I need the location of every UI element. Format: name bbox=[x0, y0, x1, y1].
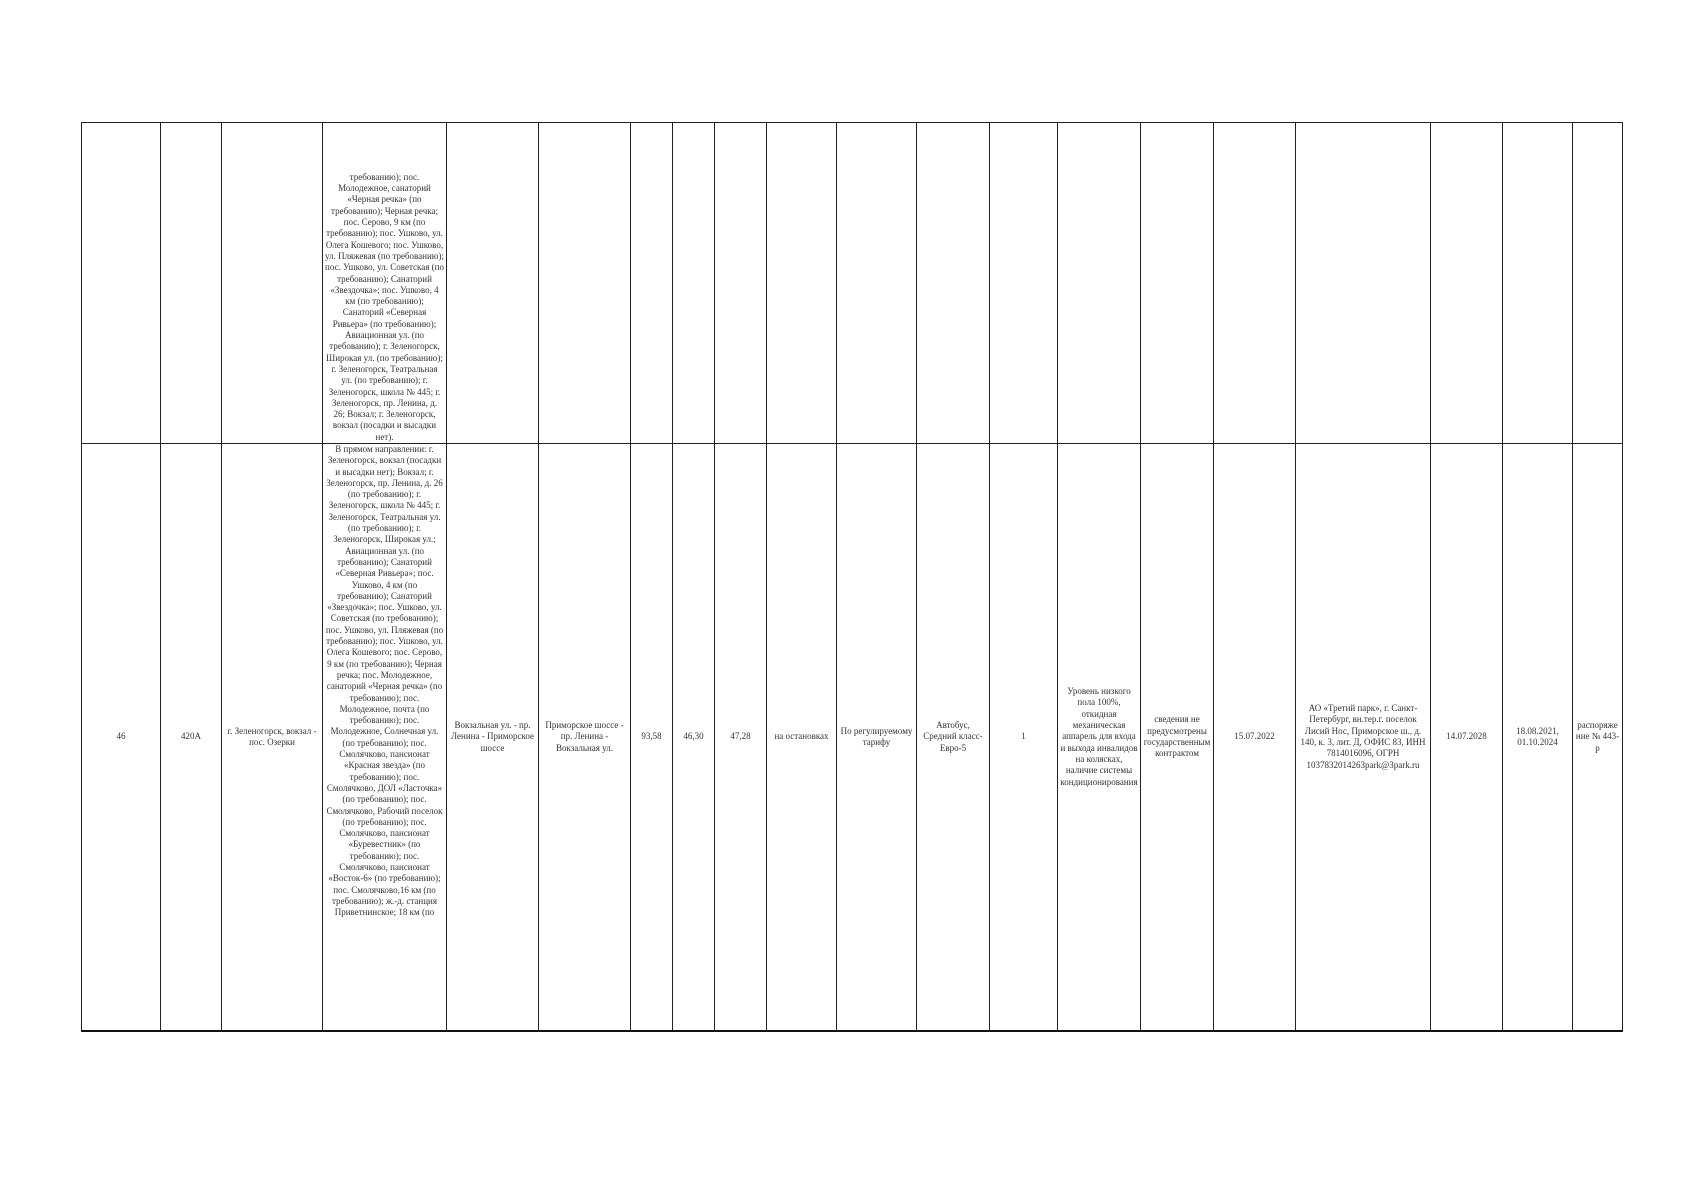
cell-contract: сведения не предусмотрены государственным контрактом bbox=[1141, 444, 1214, 1032]
cell-length-forward bbox=[631, 123, 673, 444]
cell-length-back: 46,30 bbox=[673, 444, 715, 1032]
cell-length-total bbox=[715, 123, 767, 444]
cell-vehicle-count bbox=[990, 123, 1058, 444]
cell-streets-back bbox=[539, 123, 631, 444]
stops-text: требованию); пос. Молодежное, санаторий «Черная речка» (по требованию); Черная речка; пос. Серово, 9 км (по требованию); пос. Ушково, ул. Олега Кошевого; пос. Ушково, ул. Пляжевая (по требованию); пос. Ушково, ул. Советская (по требованию); Санаторий «Звездочка»; пос. Ушково, 4 км (по требованию); Санаторий «Северная Ривьера» (по требованию); Авиационная ул. (по требованию); г. Зеленогорск, Широкая ул. (по требованию); г. Зеленогорск, Театральная ул. (по требованию); г. Зеленогорск, школа № 445; г. Зеленогорск, пр. Ленина, д. 26; Вокзал; г. Зеленогорск, вокзал (посадки и высадки нет). bbox=[325, 171, 444, 442]
stops-text: В прямом направлении: г. Зеленогорск, вокзал (посадки и высадки нет); Вокзал; г. Зеленогорск, пр. Ленина, д. 26 (по требованию); г. Зеленогорск, школа № 445; г. Зеленогорск, Театральная ул. (по требованию); г. Зеленогорск, Широкая ул.; Авиационная ул. (по требованию); Санаторий «Северная Ривьера»; пос. Ушково, 4 км (по требованию); Санаторий «Звездочка»; пос. Ушково, ул. Советская (по требованию); пос. Ушково, ул. Пляжевая (по требованию); пос. Ушково, ул. Олега Кошевого; пос. Серово, 9 км (по требованию); Черная речка; пос. Молодежное, санаторий «Черная речка» (по требованию); пос. Молодежное, почта (по требованию); пос. Молодежное, Солнечная ул. (по требованию); пос. Смолячково, пансионат «Красная звезда» (по требованию); пос. Смолячково, ДОЛ «Ласточка» (по требованию); пос. Смолячково, Рабочий поселок (по требованию); пос. Смолячково, пансионат «Буревестник» (по требованию); пос. Смолячково, пансионат «Восток-6» (по требованию); пос. Смолячково,16 км (по требованию); ж.-д. станция Приветнинское; 18 км (по bbox=[325, 444, 444, 918]
cell-basis bbox=[1573, 123, 1623, 444]
cell-stop-order: на остановках bbox=[767, 444, 837, 1032]
cell-route-number: 420А bbox=[161, 444, 222, 1032]
cell-route-name bbox=[222, 123, 323, 444]
cell-length-back bbox=[673, 123, 715, 444]
table-row bbox=[82, 444, 1623, 1032]
cell-vehicle-count: 1 bbox=[990, 444, 1058, 1032]
cell-start-date bbox=[1214, 123, 1296, 444]
cell-route-number bbox=[161, 123, 222, 444]
cell-num: 46 bbox=[82, 444, 161, 1032]
cell-end-date: 14.07.2028 bbox=[1431, 444, 1503, 1032]
cell-vehicle: Автобус, Средний класс-Евро-5 bbox=[917, 444, 990, 1032]
cell-tariff: По регулируемому тарифу bbox=[837, 444, 917, 1032]
cell-characteristics bbox=[1058, 123, 1141, 444]
cell-end-date bbox=[1431, 123, 1503, 444]
cell-length-forward: 93,58 bbox=[631, 444, 673, 1032]
table-row bbox=[82, 123, 1623, 444]
cell-num bbox=[82, 123, 161, 444]
cell-characteristics: Уровень низкого пола 100%, откидная механическая аппарель для входа и выхода инвалидов на колясках, наличие системы кондиционирования bbox=[1058, 444, 1141, 1032]
cell-stops bbox=[323, 123, 447, 444]
cell-length-total: 47,28 bbox=[715, 444, 767, 1032]
cell-stops bbox=[323, 444, 447, 1032]
cell-vehicle bbox=[917, 123, 990, 444]
cell-streets-back: Приморское шоссе - пр. Ленина - Вокзальная ул. bbox=[539, 444, 631, 1032]
cell-basis: распоряжение № 443-р bbox=[1573, 444, 1623, 1032]
cell-tariff bbox=[837, 123, 917, 444]
cell-carrier bbox=[1296, 123, 1431, 444]
cell-change-dates bbox=[1503, 123, 1573, 444]
cell-stop-order bbox=[767, 123, 837, 444]
cell-carrier: АО «Третий парк», г. Санкт-Петербург, вн.тер.г. поселок Лисий Нос, Приморское ш., д. 140, к. 3, лит. Д, ОФИС 83, ИНН 7814016096, ОГРН 1037832014263park@3park.ru bbox=[1296, 444, 1431, 1032]
cell-change-dates: 18.08.2021, 01.10.2024 bbox=[1503, 444, 1573, 1032]
cell-route-name: г. Зеленогорск, вокзал - пос. Озерки bbox=[222, 444, 323, 1032]
cell-streets-forward: Вокзальная ул. - пр. Ленина - Приморское шоссе bbox=[447, 444, 539, 1032]
cell-contract bbox=[1141, 123, 1214, 444]
cell-streets-forward bbox=[447, 123, 539, 444]
cell-start-date: 15.07.2022 bbox=[1214, 444, 1296, 1032]
routes-table bbox=[81, 122, 1623, 1032]
